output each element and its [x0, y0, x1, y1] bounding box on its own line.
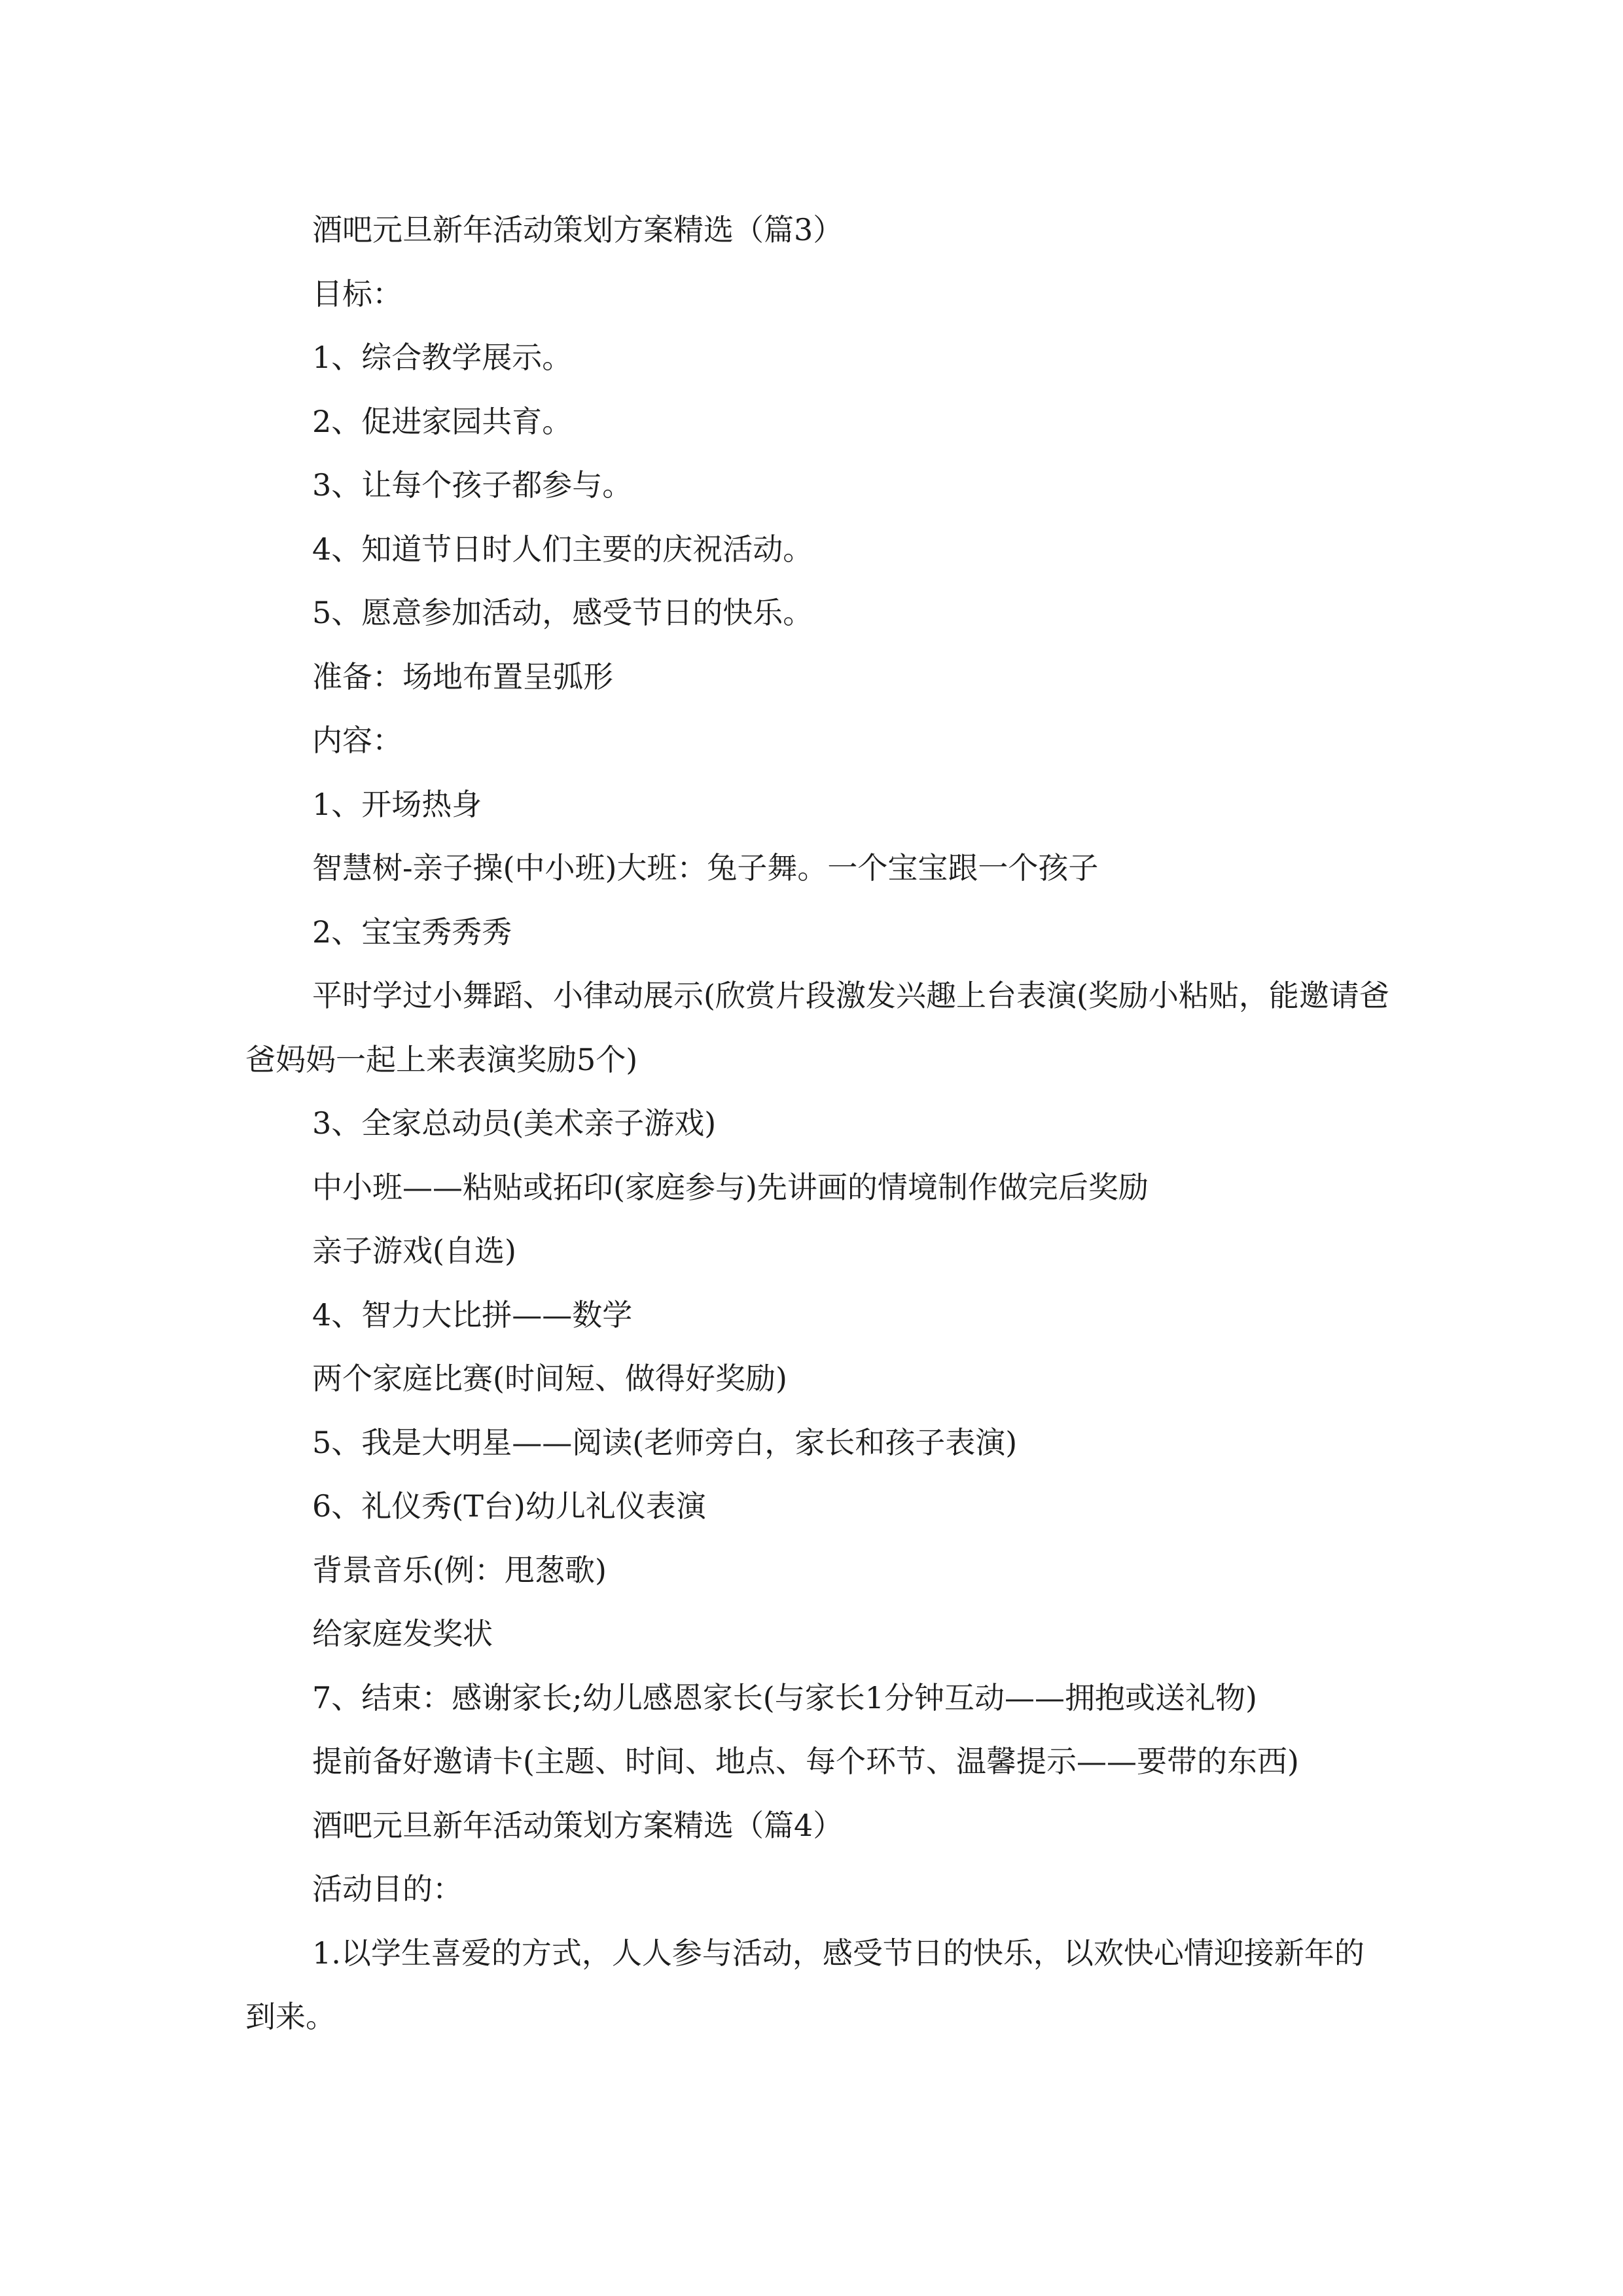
paragraph: 亲子游戏(自选) — [312, 1233, 516, 1268]
paragraph: 1、开场热身 — [312, 786, 482, 822]
paragraph: 两个家庭比赛(时间短、做得好奖励) — [312, 1361, 787, 1396]
paragraph: 目标： — [312, 276, 402, 312]
paragraph: 6、礼仪秀(T台)幼儿礼仪表演 — [312, 1488, 706, 1524]
paragraph: 中小班——粘贴或拓印(家庭参与)先讲画的情境制作做完后奖励 — [312, 1169, 1149, 1205]
section-title: 酒吧元旦新年活动策划方案精选（篇3） — [312, 212, 844, 247]
paragraph: 1.以学生喜爱的方式，人人参与活动，感受节日的快乐，以欢快心情迎接新年的到来。 — [245, 1935, 1364, 2034]
paragraph: 智慧树-亲子操(中小班)大班：兔子舞。一个宝宝跟一个孩子 — [312, 850, 1099, 886]
paragraph: 2、宝宝秀秀秀 — [312, 914, 512, 950]
paragraph: 1、综合教学展示。 — [312, 340, 573, 375]
paragraph: 背景音乐(例：甩葱歌) — [312, 1552, 607, 1588]
section-title: 酒吧元旦新年活动策划方案精选（篇4） — [312, 1807, 844, 1843]
paragraph: 内容： — [312, 723, 402, 758]
document-body — [245, 198, 1394, 2049]
paragraph: 3、全家总动员(美术亲子游戏) — [312, 1105, 717, 1141]
paragraph: 2、促进家园共育。 — [312, 403, 573, 439]
paragraph: 4、知道节日时人们主要的庆祝活动。 — [312, 531, 813, 567]
paragraph: 7、结束：感谢家长;幼儿感恩家长(与家长1分钟互动——拥抱或送礼物) — [312, 1679, 1257, 1715]
paragraph: 3、让每个孩子都参与。 — [312, 467, 633, 503]
paragraph: 活动目的： — [312, 1871, 463, 1907]
paragraph: 平时学过小舞蹈、小律动展示(欣赏片段激发兴趣上台表演(奖励小粘贴，能邀请爸爸妈妈一起上来表演奖励5个) — [245, 978, 1389, 1077]
paragraph: 准备：场地布置呈弧形 — [312, 658, 613, 694]
paragraph: 5、愿意参加活动，感受节日的快乐。 — [312, 595, 813, 630]
paragraph: 5、我是大明星——阅读(老师旁白，家长和孩子表演) — [312, 1424, 1018, 1460]
paragraph: 给家庭发奖状 — [312, 1616, 493, 1651]
paragraph: 4、智力大比拼——数学 — [312, 1297, 633, 1333]
paragraph: 提前备好邀请卡(主题、时间、地点、每个环节、温馨提示——要带的东西) — [312, 1744, 1299, 1779]
